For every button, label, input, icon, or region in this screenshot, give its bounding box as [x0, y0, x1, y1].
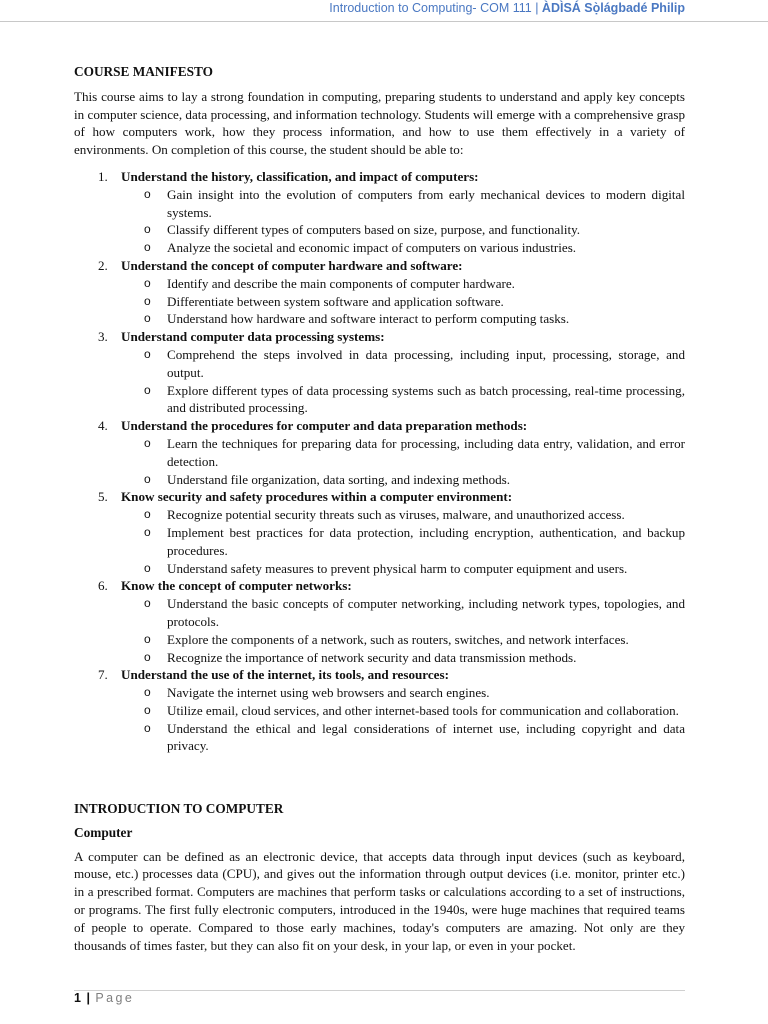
outcome-subitem — [121, 649, 685, 667]
hollow-circle-bullet-icon: o — [144, 293, 151, 308]
computer-definition-paragraph: A computer can be defined as an electronic device, that accepts data through input devices (such as keyboard, mouse, etc.) processes data (CPU), and gives out the information through output devices (i.e. monitor, printer etc.) in a prescribed format. Computers are machines that perform tasks or calculations according to a set of instructions, or programs. The first fully electronic computers, introduced in the 1940s, were huge machines that required teams of people to operate. Compared to those early machines, today's computers are amazing. Not only are they thousands of times faster, but they can also fit on your desk, in your lap, or even in your pocket. — [74, 848, 685, 953]
hollow-circle-bullet-icon: o — [144, 524, 151, 539]
outcome-subitem-text: Navigate the internet using web browsers and search engines. — [167, 685, 490, 701]
outcome-subitem — [121, 595, 685, 631]
learning-outcome — [74, 168, 685, 257]
header-author: ÀDÌSÁ Sọ̀lágbadé Philip — [541, 1, 685, 15]
outcome-subitems — [121, 435, 685, 488]
outcome-subitem — [121, 506, 685, 524]
outcome-title: Understand the use of the internet, its tools, and resources: — [121, 667, 449, 683]
outcome-subitem-text: Understand how hardware and software interact to perform computing tasks. — [167, 311, 570, 327]
outcome-title: Know the concept of computer networks: — [121, 578, 352, 594]
outcome-subitem-text: Comprehend the steps involved in data processing, including input, processing, storage, and output. — [167, 346, 685, 380]
learning-outcome — [74, 257, 685, 328]
outcome-number: 2. — [98, 257, 108, 273]
learning-outcome — [74, 417, 685, 488]
outcome-subitem — [121, 631, 685, 649]
learning-outcome — [74, 666, 685, 755]
introduction-heading: INTRODUCTION TO COMPUTER — [74, 801, 284, 816]
hollow-circle-bullet-icon: o — [144, 649, 151, 664]
hollow-circle-bullet-icon: o — [144, 720, 151, 735]
learning-outcome — [74, 328, 685, 417]
outcome-subitem-text: Understand safety measures to prevent physical harm to computer equipment and users. — [167, 560, 628, 576]
footer-separator: | — [86, 991, 90, 1005]
outcome-subitem-text: Recognize the importance of network security and data transmission methods. — [167, 649, 577, 665]
outcome-subitem-text: Gain insight into the evolution of computers from early mechanical devices to modern digital systems. — [167, 186, 685, 220]
outcome-subitem — [121, 346, 685, 382]
outcome-title: Understand the procedures for computer and data preparation methods: — [121, 418, 528, 434]
outcome-subitem-text: Explore the components of a network, such as routers, switches, and network interfaces. — [167, 631, 629, 647]
outcome-subitems — [121, 595, 685, 666]
outcome-subitem — [121, 293, 685, 311]
header-separator: | — [531, 1, 542, 15]
outcome-subitems — [121, 186, 685, 257]
outcome-subitem — [121, 239, 685, 257]
outcome-number: 6. — [98, 578, 108, 594]
learning-outcome — [74, 488, 685, 577]
hollow-circle-bullet-icon: o — [144, 382, 151, 397]
outcome-number: 4. — [98, 418, 108, 434]
hollow-circle-bullet-icon: o — [144, 631, 151, 646]
outcome-number: 1. — [98, 168, 108, 184]
outcome-subitem-text: Identify and describe the main components of computer hardware. — [167, 275, 515, 291]
outcome-subitem-text: Understand file organization, data sorting, and indexing methods. — [167, 471, 511, 487]
hollow-circle-bullet-icon: o — [144, 685, 151, 700]
hollow-circle-bullet-icon: o — [144, 240, 151, 255]
outcome-subitem — [121, 221, 685, 239]
hollow-circle-bullet-icon: o — [144, 596, 151, 611]
outcome-subitem-text: Learn the techniques for preparing data for processing, including data entry, validation, and error detection. — [167, 435, 685, 469]
outcome-subitems — [121, 346, 685, 417]
computer-subheading: Computer — [74, 824, 133, 840]
outcome-subitem — [121, 702, 685, 720]
outcome-subitem-text: Differentiate between system software and application software. — [167, 293, 504, 309]
outcome-number: 3. — [98, 329, 108, 345]
header-course-title: Introduction to Computing- COM 111 — [329, 1, 532, 15]
outcome-subitem-text: Classify different types of computers based on size, purpose, and functionality. — [167, 222, 581, 238]
header-text — [329, 1, 685, 15]
hollow-circle-bullet-icon: o — [144, 507, 151, 522]
footer-divider — [74, 990, 685, 991]
outcome-subitem — [121, 382, 685, 418]
outcome-subitem — [121, 524, 685, 560]
course-manifesto-section — [74, 63, 685, 755]
outcome-title: Understand the concept of computer hardware and software: — [121, 257, 463, 273]
outcome-subitem — [121, 684, 685, 702]
hollow-circle-bullet-icon: o — [144, 311, 151, 326]
hollow-circle-bullet-icon: o — [144, 702, 151, 717]
outcome-subitem-text: Utilize email, cloud services, and other internet-based tools for communication and collaboration. — [167, 702, 679, 718]
outcome-subitem-text: Understand the basic concepts of computer networking, including network types, topologies, and protocols. — [167, 596, 685, 629]
page-number: 1 — [74, 991, 81, 1005]
outcome-subitem — [121, 310, 685, 328]
hollow-circle-bullet-icon: o — [144, 186, 151, 201]
outcome-number: 5. — [98, 489, 108, 505]
hollow-circle-bullet-icon: o — [144, 471, 151, 486]
manifesto-intro: This course aims to lay a strong foundation in computing, preparing students to understand and apply key concepts in computer science, data processing, and information technology. Students will emerge with a comprehensive grasp of how computers work, how they process information, and how to use them effectively in a variety of environments. On completion of this course, the student should be able to: — [74, 88, 685, 158]
outcome-subitem-text: Explore different types of data processing systems such as batch processing, real-time processing, and distributed processing. — [167, 382, 685, 416]
hollow-circle-bullet-icon: o — [144, 222, 151, 237]
outcome-title: Understand computer data processing systems: — [121, 329, 385, 345]
page-footer — [74, 991, 134, 1005]
learning-outcome — [74, 577, 685, 666]
outcome-subitem — [121, 720, 685, 756]
manifesto-heading: COURSE MANIFESTO — [74, 64, 214, 79]
outcome-subitem — [121, 560, 685, 578]
outcome-subitem — [121, 435, 685, 471]
hollow-circle-bullet-icon: o — [144, 560, 151, 575]
outcome-subitem-text: Understand the ethical and legal considerations of internet use, including copyright and data privacy. — [167, 720, 685, 754]
outcome-subitem-text: Recognize potential security threats such as viruses, malware, and unauthorized access. — [167, 507, 625, 523]
page-header — [0, 0, 768, 20]
outcome-subitems — [121, 506, 685, 577]
outcome-number: 7. — [98, 667, 108, 683]
outcome-subitems — [121, 684, 685, 755]
hollow-circle-bullet-icon: o — [144, 275, 151, 290]
outcome-title: Understand the history, classification, and impact of computers: — [121, 168, 479, 184]
outcome-subitem-text: Analyze the societal and economic impact of computers on various industries. — [167, 240, 577, 256]
outcome-subitem-text: Implement best practices for data protection, including encryption, authentication, and backup procedures. — [167, 524, 685, 558]
outcome-title: Know security and safety procedures within a computer environment: — [121, 489, 513, 505]
outcome-subitem — [121, 186, 685, 222]
page-label: Page — [95, 991, 135, 1005]
hollow-circle-bullet-icon: o — [144, 346, 151, 361]
introduction-section — [74, 800, 685, 954]
outcome-subitem — [121, 471, 685, 489]
header-divider — [0, 21, 768, 22]
outcome-subitem — [121, 275, 685, 293]
hollow-circle-bullet-icon: o — [144, 435, 151, 450]
outcome-subitems — [121, 275, 685, 328]
learning-outcomes-list — [74, 168, 685, 755]
